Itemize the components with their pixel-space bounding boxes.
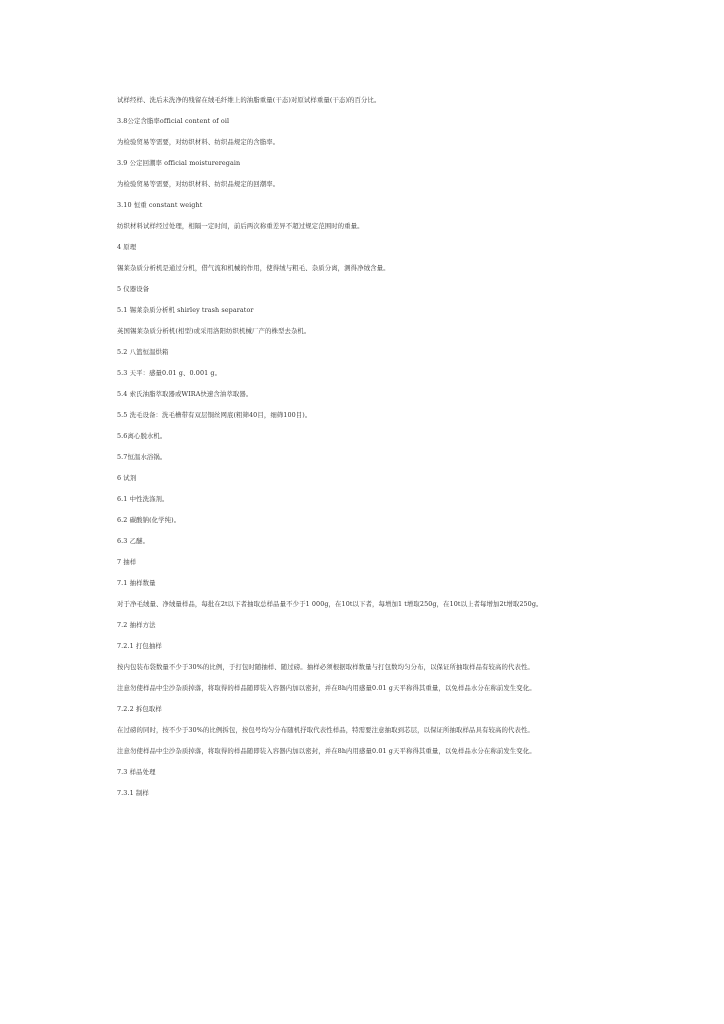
text-line: 6.1 中性洗涤剂。 [117, 495, 169, 503]
text-line: 注意勿使样品中尘沙杂质掉落，将取得的样品随即装入容器内加以密封，并在8h内用感量0.01 g天平称得其重量，以免样品水分在称前发生变化。 [117, 747, 536, 755]
text-line: 5.4 索氏油脂萃取器或WIRA快速含油萃取器。 [117, 390, 253, 398]
text-line: 试样经样、洗后未洗净的残留在绒毛纤维上的油脂重量(干态)对原试样重量(干态)的百分比。 [117, 96, 381, 104]
section-heading: 7.2 抽样方法 [117, 621, 156, 629]
section-heading: 5.1 锡莱杂质分析机 shirley trash separator [117, 306, 254, 314]
section-heading: 5.2 八篮恒温烘箱 [117, 348, 169, 356]
section-heading: 7.2.2 拆包取样 [117, 705, 162, 713]
text-line: 5.5 洗毛设备：洗毛槽带有双层铜丝网底(粗筛40目，细筛100目)。 [117, 411, 312, 419]
section-heading: 4 原理 [117, 243, 137, 251]
text-line: 对于净毛绒量、净绒量样品，每批在2t以下者抽取总样品量不少于1 000g，在10t以下者，每增加1 t增取250g，在10t以上者每增加2t增取250g。 [117, 600, 543, 608]
text-line: 锡莱杂质分析机是通过分机，借气流和机械的作用，使得绒与粗毛、杂质分离，测得净绒含量。 [117, 264, 390, 272]
text-line: 5.3 天平：感量0.01 g、0.001 g。 [117, 369, 222, 377]
section-heading: 3.10 恒重 constant weight [117, 201, 203, 209]
section-heading: 7.2.1 打包抽样 [117, 642, 162, 650]
text-line: 在过磅的同时，按不少于30%的比例拆包，按包号均匀分布随机抒取代表性样品，特需要注意抽取到芯层，以保证所抽取样品具有较高的代表性。 [117, 726, 534, 734]
text-line: 6.3 乙醚。 [117, 537, 150, 545]
section-heading: 7.1 抽样数量 [117, 579, 156, 587]
text-line: 按内包装布袋数量不少于30%的比例，于打包时随抽样、随过磅。抽样必须根据取样数量与打包数均匀分布，以保证所抽取样品有较高的代表性。 [117, 663, 534, 671]
text-line: 5.6离心脱水机。 [117, 432, 167, 440]
section-heading: 3.9 公定回潮率 official moistureregain [117, 159, 241, 167]
text-line: 英国锡莱杂质分析机(相型)或采用洛阳纺织机械厂产的株型去杂机。 [117, 327, 311, 335]
text-line: 注意勿使样品中尘沙杂质掉落，将取得的样品随即装入容器内加以密封，并在8h内用感量0.01 g天平称得其重量，以免样品水分在称前发生变化。 [117, 684, 536, 692]
text-line: 为检验贸易等需要，对纺织材料、纺织品规定的含脂率。 [117, 138, 280, 146]
section-heading: 6 试剂 [117, 474, 137, 482]
section-heading: 3.8公定含脂率official content of oil [117, 117, 230, 125]
text-line: 5.7恒温水浴锅。 [117, 453, 167, 461]
section-heading: 7.3.1 制样 [117, 789, 149, 797]
text-line: 为检验贸易等需要，对纺织材料、纺织品规定的回潮率。 [117, 180, 280, 188]
text-line: 纺织材料试样经过处理，相隔一定时间，前后两次称重差异不超过规定范围时的重量。 [117, 222, 364, 230]
text-line: 6.2 碳酸钠(化学纯)。 [117, 516, 181, 524]
section-heading: 5 仪器设备 [117, 285, 150, 293]
section-heading: 7 抽样 [117, 558, 137, 566]
section-heading: 7.3 样品处理 [117, 768, 156, 776]
